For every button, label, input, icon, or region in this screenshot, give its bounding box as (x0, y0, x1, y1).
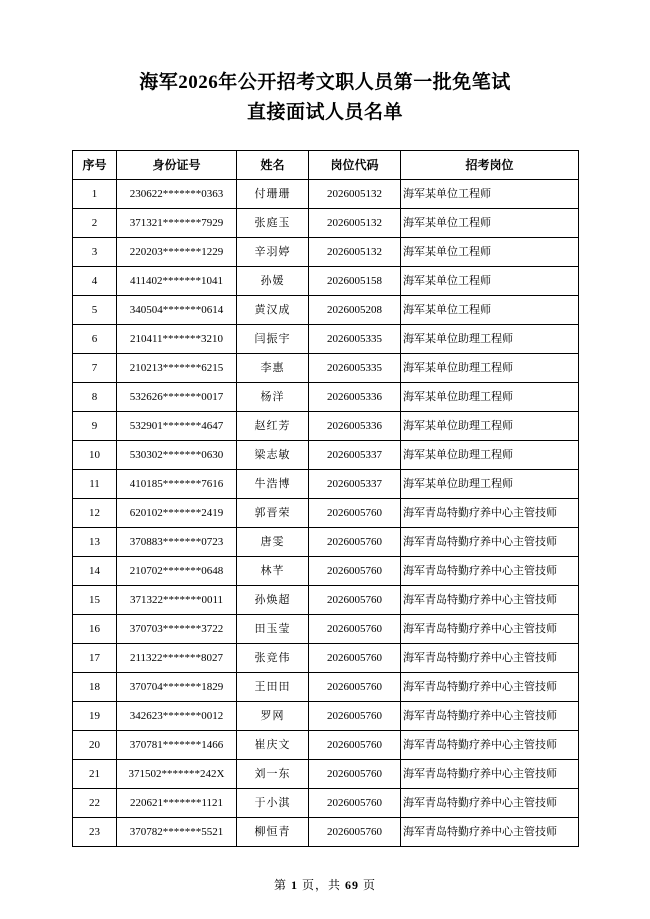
cell-index: 20 (73, 731, 117, 760)
cell-id-number: 210213*******6215 (117, 354, 237, 383)
cell-post: 海军青岛特勤疗养中心主管技师 (401, 586, 579, 615)
cell-id-number: 370883*******0723 (117, 528, 237, 557)
cell-name: 闫振宇 (237, 325, 309, 354)
cell-name: 牛浩博 (237, 470, 309, 499)
table-row (73, 383, 579, 412)
cell-id-number: 532901*******4647 (117, 412, 237, 441)
column-header-post: 招考岗位 (401, 151, 579, 180)
table-row (73, 702, 579, 731)
cell-name: 田玉莹 (237, 615, 309, 644)
cell-id-number: 210702*******0648 (117, 557, 237, 586)
cell-index: 23 (73, 818, 117, 847)
cell-post-code: 2026005158 (309, 267, 401, 296)
cell-post: 海军青岛特勤疗养中心主管技师 (401, 731, 579, 760)
cell-index: 19 (73, 702, 117, 731)
cell-name: 林芊 (237, 557, 309, 586)
cell-id-number: 411402*******1041 (117, 267, 237, 296)
cell-post: 海军某单位助理工程师 (401, 470, 579, 499)
cell-post-code: 2026005760 (309, 789, 401, 818)
cell-name: 张庭玉 (237, 209, 309, 238)
cell-index: 6 (73, 325, 117, 354)
cell-post-code: 2026005337 (309, 441, 401, 470)
footer-total-pages: 69 (345, 878, 359, 892)
cell-post: 海军某单位助理工程师 (401, 441, 579, 470)
cell-post: 海军青岛特勤疗养中心主管技师 (401, 673, 579, 702)
cell-post-code: 2026005335 (309, 325, 401, 354)
cell-post: 海军青岛特勤疗养中心主管技师 (401, 760, 579, 789)
cell-name: 李惠 (237, 354, 309, 383)
cell-id-number: 371322*******0011 (117, 586, 237, 615)
column-header-name: 姓名 (237, 151, 309, 180)
cell-post: 海军青岛特勤疗养中心主管技师 (401, 528, 579, 557)
table-row (73, 209, 579, 238)
cell-id-number: 370782*******5521 (117, 818, 237, 847)
cell-id-number: 210411*******3210 (117, 325, 237, 354)
cell-post: 海军某单位助理工程师 (401, 412, 579, 441)
cell-post-code: 2026005760 (309, 673, 401, 702)
cell-index: 17 (73, 644, 117, 673)
cell-id-number: 370703*******3722 (117, 615, 237, 644)
cell-post-code: 2026005760 (309, 557, 401, 586)
page-footer (0, 876, 650, 893)
cell-post-code: 2026005132 (309, 238, 401, 267)
cell-index: 8 (73, 383, 117, 412)
cell-post-code: 2026005760 (309, 586, 401, 615)
cell-id-number: 220621*******1121 (117, 789, 237, 818)
cell-post-code: 2026005760 (309, 499, 401, 528)
cell-index: 5 (73, 296, 117, 325)
cell-index: 7 (73, 354, 117, 383)
cell-id-number: 230622*******0363 (117, 180, 237, 209)
cell-id-number: 532626*******0017 (117, 383, 237, 412)
cell-index: 4 (73, 267, 117, 296)
cell-name: 王田田 (237, 673, 309, 702)
cell-post: 海军青岛特勤疗养中心主管技师 (401, 702, 579, 731)
table-row (73, 296, 579, 325)
cell-id-number: 370781*******1466 (117, 731, 237, 760)
cell-index: 1 (73, 180, 117, 209)
column-header-index: 序号 (73, 151, 117, 180)
table-row (73, 818, 579, 847)
cell-post: 海军某单位助理工程师 (401, 354, 579, 383)
table-row (73, 180, 579, 209)
footer-current-page: 1 (290, 878, 298, 892)
cell-post-code: 2026005336 (309, 383, 401, 412)
page-title (72, 68, 578, 128)
cell-name: 付珊珊 (237, 180, 309, 209)
cell-post-code: 2026005335 (309, 354, 401, 383)
cell-post: 海军青岛特勤疗养中心主管技师 (401, 615, 579, 644)
table-row (73, 644, 579, 673)
cell-index: 13 (73, 528, 117, 557)
cell-post-code: 2026005760 (309, 615, 401, 644)
cell-name: 罗网 (237, 702, 309, 731)
cell-post: 海军青岛特勤疗养中心主管技师 (401, 789, 579, 818)
cell-post: 海军某单位工程师 (401, 296, 579, 325)
cell-id-number: 211322*******8027 (117, 644, 237, 673)
cell-post: 海军青岛特勤疗养中心主管技师 (401, 644, 579, 673)
cell-post: 海军青岛特勤疗养中心主管技师 (401, 557, 579, 586)
cell-post-code: 2026005336 (309, 412, 401, 441)
table-row (73, 673, 579, 702)
cell-name: 孙焕超 (237, 586, 309, 615)
cell-post-code: 2026005760 (309, 818, 401, 847)
roster-table (72, 150, 579, 847)
table-row (73, 354, 579, 383)
cell-index: 18 (73, 673, 117, 702)
cell-post: 海军某单位助理工程师 (401, 383, 579, 412)
cell-id-number: 530302*******0630 (117, 441, 237, 470)
cell-post-code: 2026005760 (309, 644, 401, 673)
table-row (73, 586, 579, 615)
cell-name: 辛羽婷 (237, 238, 309, 267)
table-row (73, 470, 579, 499)
cell-id-number: 371321*******7929 (117, 209, 237, 238)
table-row (73, 267, 579, 296)
table-row (73, 615, 579, 644)
table-row (73, 499, 579, 528)
table-row (73, 238, 579, 267)
cell-post-code: 2026005208 (309, 296, 401, 325)
cell-name: 郭晋荣 (237, 499, 309, 528)
cell-index: 3 (73, 238, 117, 267)
cell-name: 崔庆文 (237, 731, 309, 760)
cell-post-code: 2026005337 (309, 470, 401, 499)
table-row (73, 557, 579, 586)
table-header-row (73, 151, 579, 180)
cell-index: 11 (73, 470, 117, 499)
cell-index: 22 (73, 789, 117, 818)
cell-post-code: 2026005760 (309, 702, 401, 731)
cell-name: 孙媛 (237, 267, 309, 296)
cell-name: 于小淇 (237, 789, 309, 818)
cell-id-number: 371502*******242X (117, 760, 237, 789)
cell-id-number: 370704*******1829 (117, 673, 237, 702)
cell-post-code: 2026005760 (309, 528, 401, 557)
cell-post: 海军青岛特勤疗养中心主管技师 (401, 499, 579, 528)
cell-post: 海军青岛特勤疗养中心主管技师 (401, 818, 579, 847)
cell-index: 12 (73, 499, 117, 528)
cell-name: 梁志敏 (237, 441, 309, 470)
table-row (73, 789, 579, 818)
cell-index: 21 (73, 760, 117, 789)
cell-post: 海军某单位工程师 (401, 180, 579, 209)
cell-index: 9 (73, 412, 117, 441)
cell-post: 海军某单位助理工程师 (401, 325, 579, 354)
column-header-post-code: 岗位代码 (309, 151, 401, 180)
cell-index: 2 (73, 209, 117, 238)
cell-index: 10 (73, 441, 117, 470)
table-row (73, 731, 579, 760)
cell-name: 刘一东 (237, 760, 309, 789)
table-row (73, 325, 579, 354)
footer-middle: 页，共 (301, 878, 341, 892)
cell-post: 海军某单位工程师 (401, 209, 579, 238)
table-row (73, 528, 579, 557)
cell-index: 15 (73, 586, 117, 615)
cell-post-code: 2026005132 (309, 209, 401, 238)
cell-name: 黄汉成 (237, 296, 309, 325)
cell-id-number: 342623*******0012 (117, 702, 237, 731)
cell-index: 16 (73, 615, 117, 644)
cell-id-number: 620102*******2419 (117, 499, 237, 528)
cell-post: 海军某单位工程师 (401, 267, 579, 296)
cell-id-number: 340504*******0614 (117, 296, 237, 325)
cell-post: 海军某单位工程师 (401, 238, 579, 267)
table-row (73, 412, 579, 441)
cell-post-code: 2026005760 (309, 760, 401, 789)
table-row (73, 441, 579, 470)
cell-post-code: 2026005132 (309, 180, 401, 209)
column-header-id-number: 身份证号 (117, 151, 237, 180)
cell-post-code: 2026005760 (309, 731, 401, 760)
cell-name: 赵红芳 (237, 412, 309, 441)
cell-id-number: 220203*******1229 (117, 238, 237, 267)
cell-name: 张竞伟 (237, 644, 309, 673)
footer-prefix: 第 (273, 878, 287, 892)
cell-index: 14 (73, 557, 117, 586)
cell-name: 柳恒青 (237, 818, 309, 847)
cell-id-number: 410185*******7616 (117, 470, 237, 499)
cell-name: 杨洋 (237, 383, 309, 412)
table-row (73, 760, 579, 789)
page-title-line-1: 海军2026年公开招考文职人员第一批免笔试 (139, 72, 511, 93)
footer-suffix: 页 (363, 878, 377, 892)
cell-name: 唐雯 (237, 528, 309, 557)
page-title-line-2: 直接面试人员名单 (246, 102, 403, 123)
